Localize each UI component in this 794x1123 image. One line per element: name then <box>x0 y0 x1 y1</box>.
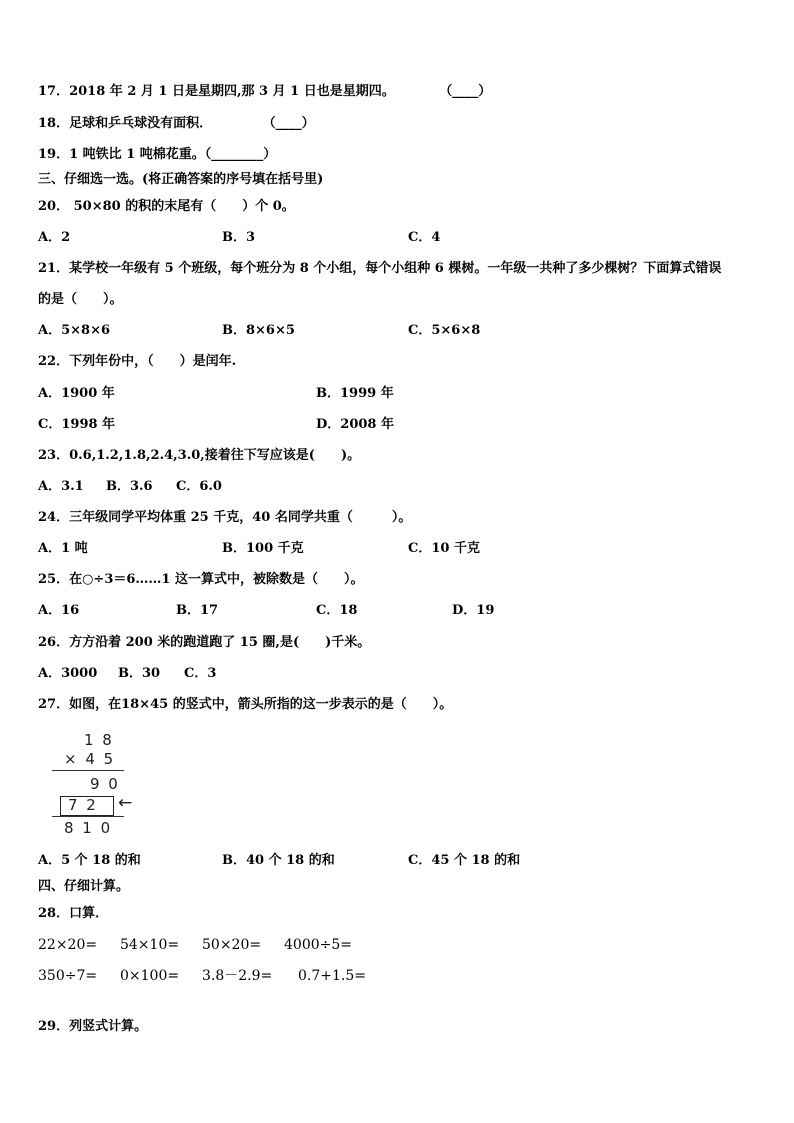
question-28: 28．口算． <box>38 906 109 921</box>
oral-calc-item: 3.8－2.9= <box>202 968 273 984</box>
q21-option-a: A．5×8×6 <box>38 323 111 338</box>
q23-option-a: A．3.1 <box>38 479 84 494</box>
q21-option-b: B．8×6×5 <box>222 323 295 338</box>
section-4-heading: 四、仔细计算。 <box>38 879 130 894</box>
q26-option-b: B．30 <box>118 666 161 681</box>
q21-option-c: C．5×6×8 <box>408 323 481 338</box>
oral-calc-item: 22×20= <box>38 937 98 953</box>
question-21-line2: 的是（ ）。 <box>38 292 123 307</box>
oral-calc-item: 4000÷5= <box>284 937 352 953</box>
q27-option-c: C．45 个 18 的和 <box>408 853 521 868</box>
q20-option-c: C．4 <box>408 230 441 245</box>
q23-option-c: C．6.0 <box>176 479 222 494</box>
oral-calc-item: 0.7+1.5= <box>298 968 366 984</box>
question-25: 25．在○÷3＝6……1 这一算式中，被除数是（ ）。 <box>38 572 364 587</box>
q24-option-b: B．100 千克 <box>222 541 304 556</box>
question-18-answer-blank: （____） <box>262 116 315 131</box>
q26-option-c: C．3 <box>184 666 217 681</box>
partial-product-1: 9 0 <box>90 775 120 793</box>
question-26: 26．方方沿着 200 米的跑道跑了 15 圈,是( )千米。 <box>38 635 371 650</box>
q25-option-a: A．16 <box>38 603 80 618</box>
q24-option-a: A．1 吨 <box>38 541 88 556</box>
question-18-text: 18．足球和乒乓球没有面积． <box>38 116 213 131</box>
final-product: 8 1 0 <box>64 819 113 837</box>
question-29: 29．列竖式计算。 <box>38 1019 148 1034</box>
question-17-answer-blank: （____） <box>439 84 492 99</box>
question-22: 22．下列年份中，（ ）是闰年. <box>38 354 237 369</box>
question-19: 19．1 吨铁比 1 吨棉花重。（________） <box>38 147 277 162</box>
arrow-icon: ← <box>118 793 133 813</box>
question-24: 24．三年级同学平均体重 25 千克，40 名同学共重（ ）。 <box>38 510 412 525</box>
product-rule-2 <box>52 816 124 817</box>
partial-product-2: 7 2 <box>68 796 98 814</box>
q25-option-c: C．18 <box>316 603 358 618</box>
q23-option-b: B．3.6 <box>106 479 153 494</box>
q20-option-a: A．2 <box>38 230 71 245</box>
question-23: 23．0.6,1.2,1.8,2.4,3.0,接着往下写应该是( )。 <box>38 448 361 463</box>
q24-option-c: C．10 千克 <box>408 541 480 556</box>
oral-calc-item: 350÷7= <box>38 968 98 984</box>
vertical-multiplication-figure <box>50 728 160 838</box>
section-3-heading: 三、仔细选一选。(将正确答案的序号填在括号里) <box>38 172 324 187</box>
q20-option-b: B．3 <box>222 230 256 245</box>
question-20: 20． 50×80 的积的末尾有（ ）个 0。 <box>38 199 295 214</box>
q22-option-d: D．2008 年 <box>316 417 394 432</box>
q27-option-a: A．5 个 18 的和 <box>38 853 141 868</box>
q25-option-b: B．17 <box>176 603 219 618</box>
question-18 <box>38 116 315 132</box>
question-27: 27．如图，在18×45 的竖式中，箭头所指的这一步表示的是（ ）。 <box>38 697 453 712</box>
q22-option-b: B．1999 年 <box>316 386 394 401</box>
oral-calc-item: 50×20= <box>202 937 262 953</box>
question-17-text: 17．2018 年 2 月 1 日是星期四,那 3 月 1 日也是星期四。 <box>38 84 395 99</box>
q25-option-d: D．19 <box>452 603 495 618</box>
q26-option-a: A．3000 <box>38 666 98 681</box>
question-17 <box>38 84 491 100</box>
q22-option-a: A．1900 年 <box>38 386 115 401</box>
multiplier: × 4 5 <box>64 750 116 768</box>
multiplicand: 1 8 <box>84 731 114 749</box>
oral-calc-item: 0×100= <box>120 968 180 984</box>
question-21-line1: 21．某学校一年级有 5 个班级，每个班分为 8 个小组，每个小组种 6 棵树。一年级一共种了多少棵树？下面算式错误 <box>38 261 722 276</box>
q22-option-c: C．1998 年 <box>38 417 116 432</box>
oral-calc-item: 54×10= <box>120 937 180 953</box>
q27-option-b: B．40 个 18 的和 <box>222 853 335 868</box>
product-rule-1 <box>52 770 124 771</box>
